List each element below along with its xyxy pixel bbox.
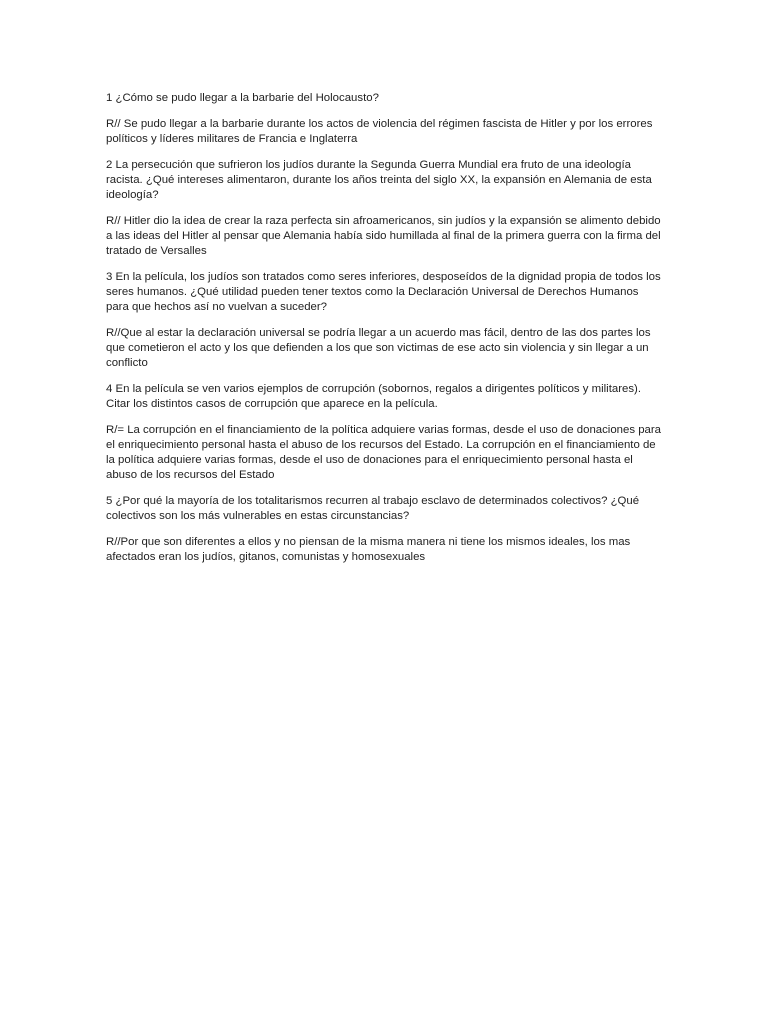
answer-3: R//Que al estar la declaración universal se podría llegar a un acuerdo mas fácil, dentro de las dos partes los que cometieron el acto y los que defienden a los que son victimas de ese acto sin violencia y sin llegar a un conflicto	[106, 327, 651, 369]
document-body	[106, 91, 662, 576]
answer-5: R//Por que son diferentes a ellos y no piensan de la misma manera ni tiene los mismos ideales, los mas afectados eran los judíos, gitanos, comunistas y homosexuales	[106, 536, 631, 563]
answer-1: R// Se pudo llegar a la barbarie durante los actos de violencia del régimen fascista de Hitler y por los errores políticos y líderes militares de Francia e Inglaterra	[106, 118, 653, 145]
question-4: 4 En la película se ven varios ejemplos de corrupción (sobornos, regalos a dirigentes políticos y militares). Citar los distintos casos de corrupción que aparece en la película.	[106, 383, 641, 410]
question-5: 5 ¿Por qué la mayoría de los totalitarismos recurren al trabajo esclavo de determinados colectivos? ¿Qué colectivos son los más vulnerables en estas circunstancias?	[106, 495, 640, 522]
answer-4: R/= La corrupción en el financiamiento de la política adquiere varias formas, desde el uso de donaciones para el enriquecimiento personal hasta el abuso de los recursos del Estado. La corrupción en el financiamiento de la política adquiere varias formas, desde el uso de donaciones para el enriquecimiento personal hasta el abuso de los recursos del Estado	[106, 424, 661, 481]
question-2: 2 La persecución que sufrieron los judíos durante la Segunda Guerra Mundial era fruto de una ideología racista. ¿Qué intereses alimentaron, durante los años treinta del siglo XX, la expansión en Alemania de esta ideología?	[106, 159, 652, 201]
question-3: 3 En la película, los judíos son tratados como seres inferiores, desposeídos de la dignidad propia de todos los seres humanos. ¿Qué utilidad pueden tener textos como la Declaración Universal de Derechos Humanos para que hechos así no vuelvan a suceder?	[106, 271, 661, 313]
question-1: 1 ¿Cómo se pudo llegar a la barbarie del Holocausto?	[106, 92, 379, 104]
answer-2: R// Hitler dio la idea de crear la raza perfecta sin afroamericanos, sin judíos y la expansión se alimento debido a las ideas del Hitler al pensar que Alemania había sido humillada al final de la primera guerra con la firma del tratado de Versalles	[106, 215, 661, 257]
